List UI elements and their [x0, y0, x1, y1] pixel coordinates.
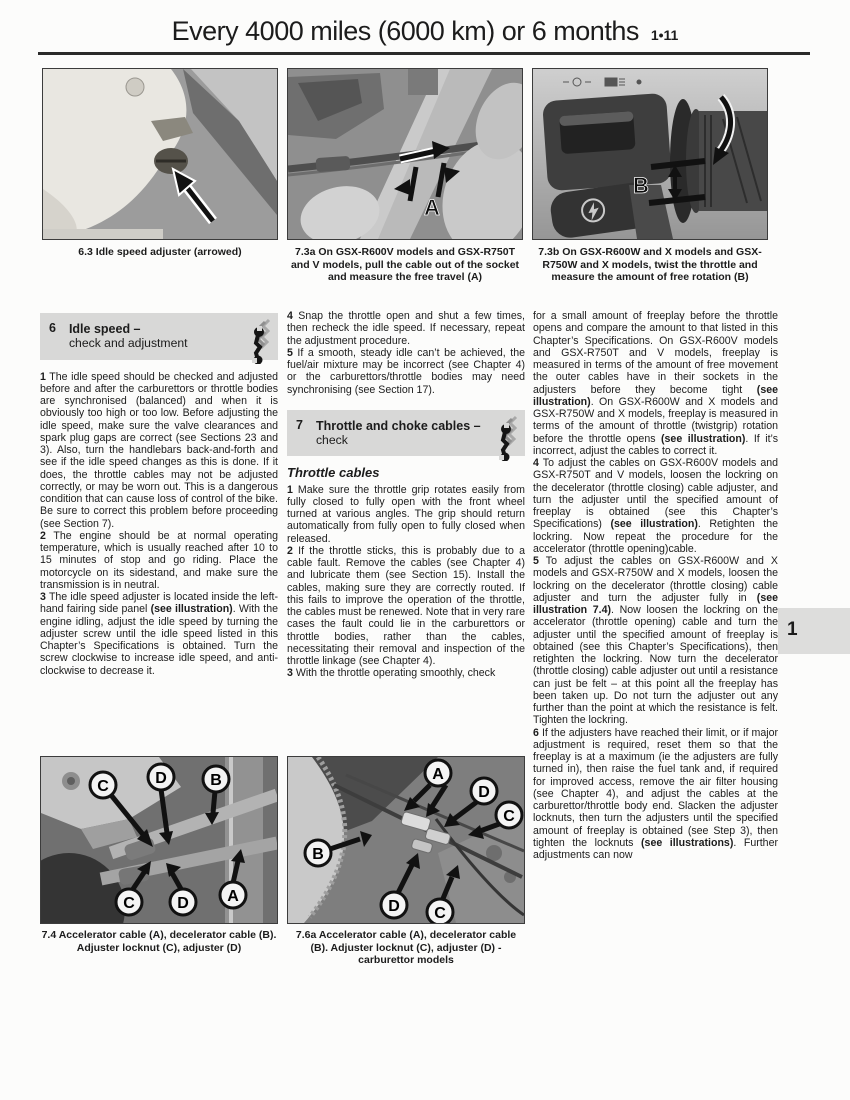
- text-column-1: [40, 310, 278, 677]
- figure-7-6a-photo: [287, 756, 525, 924]
- paragraph: 4 To adjust the cables on GSX-R600V models and GSX-R750T and V models, loosen the lockring on the decelerator (throttle closing) cable adjuster, and turn the adjuster until the specified amount of freeplay is obtained (see this Chapter’s Specifications) (see illustration). Retighten the lockring. Now repeat the procedure for the accelerator (throttle opening)cable.: [533, 457, 779, 555]
- paragraph: 2 The engine should be at normal operating temperature, which is usually reached after 10 to 15 minutes of stop and go riding. Place the motorcycle on its sidestand, and make sure the transmission is in neutral.: [40, 529, 278, 591]
- text-column-3: [533, 310, 778, 861]
- paragraph: 1 The idle speed should be checked and adjusted before and after the carburettors or throttle bodies are synchronised (balanced) and when it is obviously too high or too low. Before adjusting the idle speed, make sure the valve clearances and spark plug gaps are correct (see Sections 23 and 3). Also, turn the handlebars back-and-forth and see if the idle speed changes as this is done. If it does, the throttle cables may not be adjusted correctly, or may be worn out. This is a dangerous condition that can cause loss of control of the bike. Be sure to correct this problem before proceeding (see Section 7).: [40, 370, 278, 530]
- section-7-heading: 7 Throttle and choke cables – check: [287, 410, 525, 457]
- svg-text:C: C: [503, 808, 515, 825]
- section-6-number: 6: [49, 321, 56, 335]
- text-column-2: [287, 310, 525, 680]
- figure-7-3b-photo: [532, 68, 768, 240]
- spanner-icon: [494, 415, 520, 461]
- page-number: 1•11: [650, 27, 679, 43]
- svg-text:D: D: [177, 895, 189, 912]
- throttle-rotation-image: [533, 69, 767, 239]
- cable-free-travel-image: [288, 69, 522, 239]
- svg-text:C: C: [97, 778, 109, 795]
- spanner-icon: [247, 318, 273, 364]
- svg-text:D: D: [155, 770, 167, 787]
- label-a: A: [424, 195, 440, 220]
- paragraph: 6 If the adjusters have reached their limit, or if major adjustment is required, reset them so that the freeplay is at a maximum (ie the adjusters are fully turned in), then raise the fuel tank and, if required for improved access, remove the air filter housing (see Chapter 4), and adjust the cables at the carburettor/throttle body end. Slacken the adjuster locknuts, then turn the adjusters until the specified amount of freeplay is obtained (see Step 3), then tighten the locknuts (see illustrations). Further adjustments can now: [533, 726, 778, 861]
- svg-text:B: B: [210, 772, 222, 789]
- cable-adjusters-image: [41, 757, 277, 923]
- section-7-number: 7: [296, 417, 303, 432]
- svg-text:C: C: [434, 905, 446, 922]
- paragraph: 3 The idle speed adjuster is located inside the left-hand fairing side panel (see illustration). With the engine idling, adjust the idle speed by turning the adjuster screw until the idle speed listed in this Chapter’s Specifications is obtained. Turn the screw clockwise to increase idle speed, and anti-clockwise to decrease it.: [40, 591, 278, 677]
- header-rule: [38, 52, 810, 55]
- carburettor-cable-adjusters-image: [288, 757, 524, 923]
- figure-7-3a-photo: [287, 68, 523, 240]
- page-title: Every 4000 miles (6000 km) or 6 months: [171, 16, 639, 46]
- figure-7-6a-caption: 7.6a Accelerator cable (A), decelerator cable (B). Adjuster locknut (C), adjuster (D) - carburettor models: [295, 929, 517, 966]
- section-6-title: Idle speed –: [68, 322, 141, 336]
- svg-text:D: D: [388, 898, 400, 915]
- chapter-tab-number: 1: [787, 619, 798, 640]
- svg-text:B: B: [312, 846, 324, 863]
- paragraph: 5 To adjust the cables on GSX-R600W and X models and GSX-R750W and X models, loosen the lockring on the decelerator (throttle closing) cable adjuster and turn the adjuster fully in (see illustration 7.4). Now loosen the lockring on the accelerator (throttle opening) cable and turn the adjuster until the specified amount of freeplay is obtained (see this Chapter’s Specifications), then retighten the lockring. Now turn the decelerator (throttle closing) cable adjuster out until a resistance can just be felt – at this point all the freeplay has been taken up. Do not turn the adjuster out any further than the point at which the resistance is felt. Tighten the lockring.: [533, 555, 778, 727]
- figure-7-3a-caption: 7.3a On GSX-R600V models and GSX-R750T and V models, pull the cable out of the socket and measure the free travel (A): [290, 246, 520, 283]
- section-7-title: Throttle and choke cables –: [315, 418, 481, 433]
- svg-text:C: C: [123, 895, 135, 912]
- svg-text:D: D: [478, 784, 490, 801]
- section-6-heading: 6 Idle speed – check and adjustment: [40, 313, 278, 360]
- paragraph: 2 If the throttle sticks, this is probably due to a cable fault. Remove the cables (see Chapter 4) and lubricate them (see Section 15). Install the cables, making sure they are correctly routed. If this fails to improve the operation of the throttle, the cables must be renewed. Note that in very rare cases the fault could lie in the carburettors or throttle bodies, rather than the cables, necessitating their removal and inspection of the throttle linkage (see Chapter 4).: [287, 544, 525, 667]
- figure-6-3-photo: [42, 68, 278, 240]
- svg-text:A: A: [432, 766, 444, 783]
- throttle-cables-subheading: Throttle cables: [287, 465, 380, 481]
- paragraph: 4 Snap the throttle open and shut a few times, then recheck the idle speed. If necessary, repeat the adjustment procedure.: [287, 310, 525, 347]
- paragraph: 5 If a smooth, steady idle can’t be achieved, the fuel/air mixture may be incorrect (see Chapter 4) or the carburettors/throttle bodies may need synchronising (see Section 17).: [287, 346, 525, 396]
- figure-6-3-caption: 6.3 Idle speed adjuster (arrowed): [78, 246, 242, 258]
- paragraph: for a small amount of freeplay before the throttle opens and compare the amount to that listed in this Chapter’s Specifications. On GSX-R600V models and GSX-R750T and V models, freeplay is measured in terms of the amount of free movement the outer cables have in their sockets in the adjusters before they become tight (see illustration). On GSX-R600W and X models and GSX-R750W and X models, freeplay is measured in terms of the amount of throttle (twistgrip) rotation before the throttle opens (see illustration). If it’s incorrect, adjust the cables to correct it.: [533, 310, 778, 457]
- figure-7-3b-caption: 7.3b On GSX-R600W and X models and GSX-R750W and X models, twist the throttle and measure the amount of free rotation (B): [538, 246, 762, 283]
- idle-speed-adjuster-image: [43, 69, 277, 239]
- figure-7-4-photo: [40, 756, 278, 924]
- paragraph: 1 Make sure the throttle grip rotates easily from fully closed to fully open with the front wheel turned at various angles. The grip should return automatically from fully open to fully closed when released.: [287, 483, 525, 545]
- page-header: [0, 16, 850, 47]
- svg-text:A: A: [227, 888, 239, 905]
- chapter-tab: [778, 608, 850, 654]
- figure-7-4-caption: 7.4 Accelerator cable (A), decelerator cable (B). Adjuster locknut (C), adjuster (D): [41, 929, 277, 954]
- label-b: B: [633, 173, 649, 198]
- paragraph: 3 With the throttle operating smoothly, check: [287, 667, 496, 680]
